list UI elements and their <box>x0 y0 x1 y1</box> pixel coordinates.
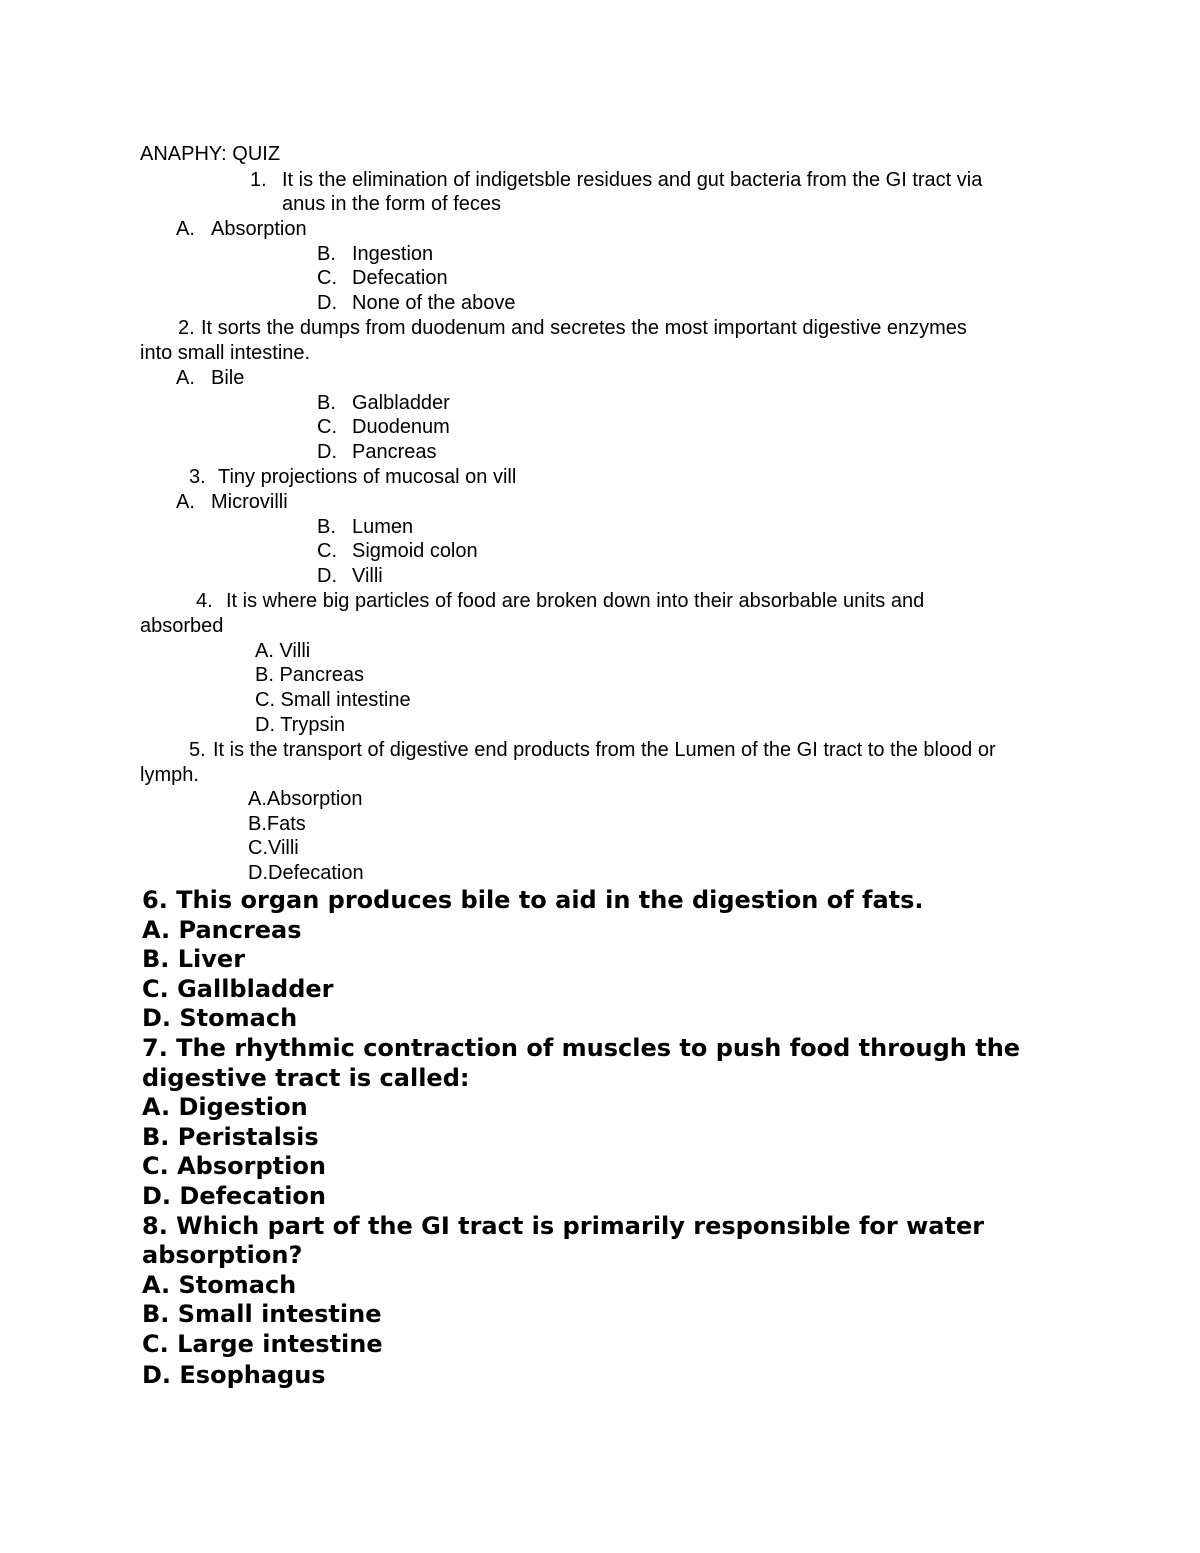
option-letter: A. <box>176 367 195 389</box>
question-5-text-cont: lymph. <box>140 764 199 786</box>
question-2-number: 2. <box>178 317 195 339</box>
option-text: Sigmoid colon <box>352 540 478 562</box>
question-2-text: It sorts the dumps from duodenum and secretes the most important digestive enzymes <box>201 317 967 339</box>
option-text: B. Small intestine <box>142 1300 382 1328</box>
option-text: Pancreas <box>352 441 437 463</box>
option-letter: D. <box>317 441 337 463</box>
option-letter: A. <box>176 491 195 513</box>
question-5-number: 5. <box>189 739 206 761</box>
question-3-text: Tiny projections of mucosal on vill <box>218 466 517 488</box>
option-text: C.Villi <box>248 837 299 859</box>
question-1-text-cont: anus in the form of feces <box>282 193 502 215</box>
option-text: B. Peristalsis <box>142 1123 319 1151</box>
question-2-text-cont: into small intestine. <box>140 342 311 364</box>
option-letter: B. <box>317 243 336 265</box>
option-text: D. Stomach <box>142 1004 298 1032</box>
question-7-text-cont: digestive tract is called: <box>142 1064 470 1092</box>
question-3-number: 3. <box>189 466 206 488</box>
option-text: Bile <box>211 367 245 389</box>
option-text: Lumen <box>352 516 414 538</box>
question-1-text: It is the elimination of indigetsble residues and gut bacteria from the GI tract via <box>282 169 983 191</box>
question-1-number: 1. <box>250 169 267 191</box>
question-8-text: 8. Which part of the GI tract is primarily responsible for water <box>142 1212 985 1240</box>
question-7-text: 7. The rhythmic contraction of muscles to push food through the <box>142 1034 1021 1062</box>
option-letter: B. <box>317 392 336 414</box>
question-4-text: It is where big particles of food are broken down into their absorbable units and <box>226 590 925 612</box>
option-text: A. Villi <box>255 640 311 662</box>
option-letter: D. <box>317 565 337 587</box>
option-text: A. Pancreas <box>142 916 302 944</box>
question-8-text-cont: absorption? <box>142 1241 303 1269</box>
option-text: C. Gallbladder <box>142 975 334 1003</box>
option-text: None of the above <box>352 292 516 314</box>
question-4-text-cont: absorbed <box>140 615 224 637</box>
option-text: Microvilli <box>211 491 288 513</box>
option-letter: D. <box>317 292 337 314</box>
option-text: D. Esophagus <box>142 1361 326 1389</box>
option-text: Absorption <box>211 218 307 240</box>
option-letter: B. <box>317 516 336 538</box>
option-text: Galbladder <box>352 392 450 414</box>
question-6-text: 6. This organ produces bile to aid in the digestion of fats. <box>142 886 924 914</box>
option-text: A. Digestion <box>142 1093 308 1121</box>
question-5-text: It is the transport of digestive end products from the Lumen of the GI tract to the blood or <box>213 739 996 761</box>
option-text: Defecation <box>352 267 448 289</box>
page-title: ANAPHY: QUIZ <box>140 143 281 165</box>
option-text: D.Defecation <box>248 862 364 884</box>
option-text: Ingestion <box>352 243 434 265</box>
option-text: Duodenum <box>352 416 450 438</box>
option-text: B.Fats <box>248 813 306 835</box>
option-letter: A. <box>176 218 195 240</box>
option-text: C. Large intestine <box>142 1330 383 1358</box>
option-letter: C. <box>317 416 337 438</box>
question-4-number: 4. <box>196 590 213 612</box>
option-text: A.Absorption <box>248 788 363 810</box>
option-text: A. Stomach <box>142 1271 297 1299</box>
option-text: B. Liver <box>142 945 246 973</box>
option-letter: C. <box>317 540 337 562</box>
option-text: C. Absorption <box>142 1152 326 1180</box>
option-text: D. Trypsin <box>255 714 346 736</box>
option-text: D. Defecation <box>142 1182 327 1210</box>
option-text: Villi <box>352 565 383 587</box>
option-letter: C. <box>317 267 337 289</box>
option-text: B. Pancreas <box>255 664 364 686</box>
option-text: C. Small intestine <box>255 689 411 711</box>
